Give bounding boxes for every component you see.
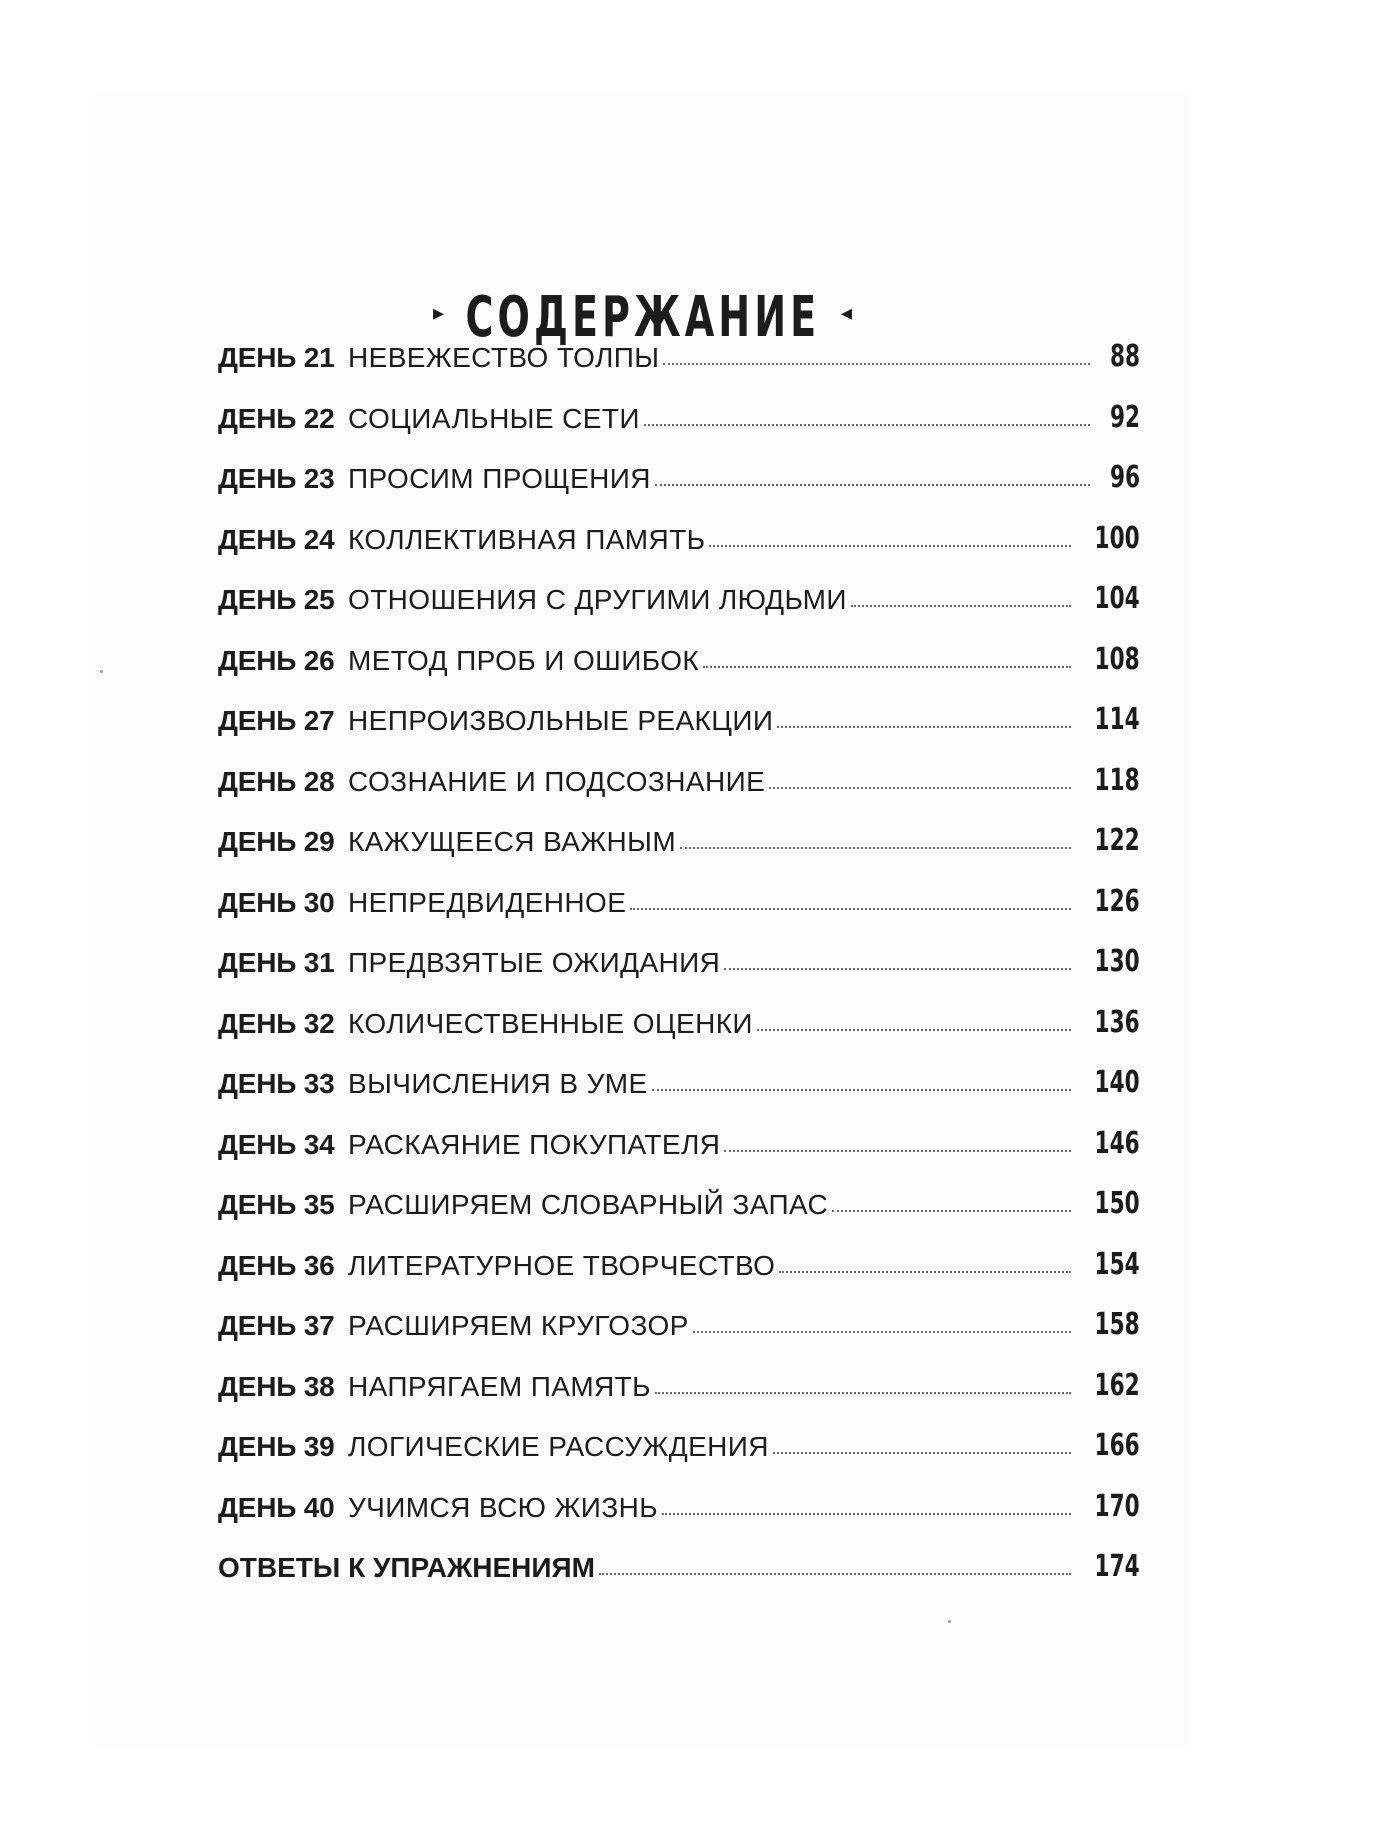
dot-leader: [599, 1572, 1071, 1575]
chapter-title: ЛИТЕРАТУРНОЕ ТВОРЧЕСТВО: [348, 1249, 776, 1281]
toc-entry: [218, 451, 1140, 495]
paper-speck: [948, 1620, 951, 1623]
dot-leader: [693, 1330, 1072, 1333]
day-label: ДЕНЬ 35: [218, 1189, 335, 1220]
day-label: ДЕНЬ 39: [218, 1431, 335, 1462]
dot-leader: [644, 423, 1090, 426]
chapter-title: НЕВЕЖЕСТВО ТОЛПЫ: [348, 342, 660, 373]
toc-entry: [218, 754, 1140, 798]
chapter-title: УЧИМСЯ ВСЮ ЖИЗНЬ: [348, 1491, 659, 1523]
dot-leader: [709, 544, 1071, 547]
toc-entry: [218, 1177, 1140, 1221]
toc-entry: [218, 1238, 1140, 1282]
day-label: ДЕНЬ 28: [218, 765, 335, 797]
chapter-title: МЕТОД ПРОБ И ОШИБОК: [348, 644, 700, 676]
day-label: ДЕНЬ 27: [218, 705, 335, 736]
dot-leader: [779, 1270, 1071, 1273]
chapter-title: РАСШИРЯЕМ КРУГОЗОР: [348, 1310, 689, 1341]
chapter-title: НЕПРОИЗВОЛЬНЫЕ РЕАКЦИИ: [348, 705, 774, 736]
toc-entry: [218, 330, 1140, 374]
dot-leader: [662, 1512, 1071, 1515]
chapter-title: ПРОСИМ ПРОЩЕНИЯ: [348, 463, 651, 494]
page-number: 162: [1094, 1367, 1140, 1403]
paper-speck: [100, 670, 103, 673]
chapter-title: РАСКАЯНИЕ ПОКУПАТЕЛЯ: [348, 1128, 721, 1160]
toc-entry: [218, 391, 1140, 435]
toc-entry: [218, 1480, 1140, 1524]
toc-entry: [218, 1419, 1140, 1463]
toc-entry: [218, 572, 1140, 616]
page-number: 146: [1094, 1125, 1140, 1161]
toc-entry: [218, 1056, 1140, 1100]
page-number: 100: [1094, 520, 1140, 556]
toc-entry: [218, 935, 1140, 979]
page-number: 104: [1094, 581, 1140, 616]
dot-leader: [655, 483, 1090, 486]
day-label: ДЕНЬ 25: [218, 584, 335, 615]
dot-leader: [773, 1451, 1071, 1454]
page-number: 136: [1094, 1004, 1140, 1040]
chapter-title: ПРЕДВЗЯТЫЕ ОЖИДАНИЯ: [348, 947, 721, 978]
dot-leader: [630, 907, 1071, 910]
toc-entry: [218, 512, 1140, 556]
page-number: 114: [1094, 702, 1140, 737]
day-label: ДЕНЬ 38: [218, 1370, 335, 1402]
dot-leader: [769, 786, 1071, 789]
chapter-title: КОЛЛЕКТИВНАЯ ПАМЯТЬ: [348, 523, 706, 555]
chapter-title: НЕПРЕДВИДЕННОЕ: [348, 886, 627, 918]
day-label: ДЕНЬ 22: [218, 402, 335, 434]
page-number: 158: [1094, 1307, 1140, 1342]
chapter-title: СОЗНАНИЕ И ПОДСОЗНАНИЕ: [348, 765, 766, 797]
toc-entry: [218, 814, 1140, 858]
page-number: 140: [1094, 1065, 1140, 1100]
dot-leader: [777, 725, 1071, 728]
page-number: 108: [1094, 641, 1140, 677]
page-number: 118: [1094, 762, 1140, 798]
toc-entry: [218, 996, 1140, 1040]
day-label: ДЕНЬ 26: [218, 644, 335, 676]
page-number: 122: [1094, 823, 1140, 858]
page-number: 130: [1094, 944, 1140, 979]
dot-leader: [724, 967, 1071, 970]
chapter-title: ОТНОШЕНИЯ С ДРУГИМИ ЛЮДЬМИ: [348, 584, 847, 615]
dot-leader: [652, 1088, 1072, 1091]
dot-leader: [851, 604, 1071, 607]
page-number: 96: [1109, 460, 1140, 495]
day-label: ДЕНЬ 32: [218, 1007, 335, 1039]
page-number: 166: [1094, 1428, 1140, 1463]
left-triangle-icon: ▸: [432, 301, 445, 326]
chapter-title: ВЫЧИСЛЕНИЯ В УМЕ: [348, 1068, 648, 1099]
toc-entry: [218, 693, 1140, 737]
day-label: ДЕНЬ 34: [218, 1128, 335, 1160]
dot-leader: [680, 846, 1071, 849]
dot-leader: [663, 362, 1090, 365]
right-triangle-icon: ◂: [840, 301, 852, 326]
day-label: ДЕНЬ 29: [218, 826, 335, 857]
answers-title: ОТВЕТЫ К УПРАЖНЕНИЯМ: [218, 1552, 595, 1583]
dot-leader: [832, 1209, 1071, 1212]
toc-entry: [218, 1359, 1140, 1403]
chapter-title: НАПРЯГАЕМ ПАМЯТЬ: [348, 1370, 651, 1402]
dot-leader: [655, 1391, 1071, 1394]
toc-entry: [218, 1298, 1140, 1342]
dot-leader: [724, 1149, 1071, 1152]
day-label: ДЕНЬ 31: [218, 947, 335, 978]
day-label: ДЕНЬ 40: [218, 1491, 335, 1523]
dot-leader: [703, 665, 1071, 668]
toc-entry: [218, 1117, 1140, 1161]
page-number: 170: [1094, 1488, 1140, 1524]
page-number: 154: [1094, 1246, 1140, 1282]
page-number: 126: [1094, 883, 1140, 919]
day-label: ДЕНЬ 21: [218, 342, 335, 373]
day-label: ДЕНЬ 23: [218, 463, 335, 494]
chapter-title: СОЦИАЛЬНЫЕ СЕТИ: [348, 402, 640, 434]
toc-entry: [218, 875, 1140, 919]
dot-leader: [757, 1028, 1071, 1031]
page-number: 150: [1094, 1186, 1140, 1221]
page-number: 92: [1109, 399, 1140, 435]
page-number: 174: [1094, 1549, 1140, 1584]
day-label: ДЕНЬ 37: [218, 1310, 335, 1341]
page-number: 88: [1109, 339, 1140, 374]
day-label: ДЕНЬ 33: [218, 1068, 335, 1099]
chapter-title: КАЖУЩЕЕСЯ ВАЖНЫМ: [348, 826, 677, 857]
page-title: СОДЕРЖАНИЕ: [465, 285, 820, 350]
toc-entry-answers: [218, 1540, 1140, 1584]
chapter-title: РАСШИРЯЕМ СЛОВАРНЫЙ ЗАПАС: [348, 1189, 829, 1220]
toc-entry: [218, 633, 1140, 677]
day-label: ДЕНЬ 24: [218, 523, 335, 555]
day-label: ДЕНЬ 36: [218, 1249, 335, 1281]
chapter-title: ЛОГИЧЕСКИЕ РАССУЖДЕНИЯ: [348, 1431, 769, 1462]
day-label: ДЕНЬ 30: [218, 886, 335, 918]
chapter-title: КОЛИЧЕСТВЕННЫЕ ОЦЕНКИ: [348, 1007, 753, 1039]
